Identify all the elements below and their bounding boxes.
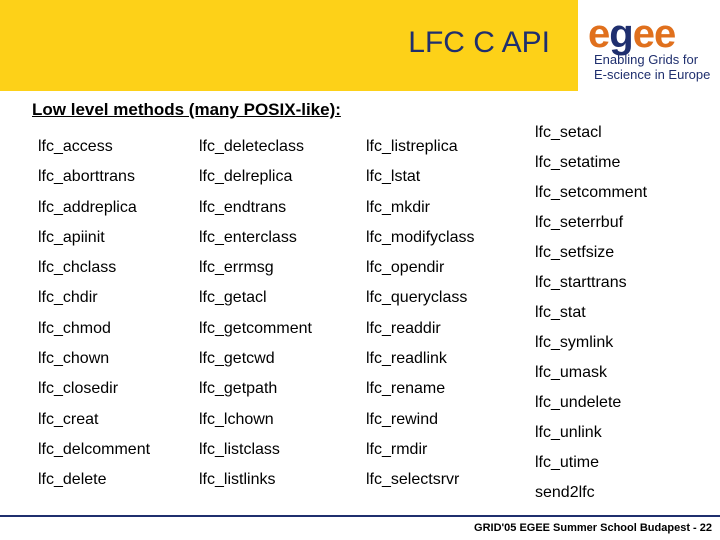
logo-letter: e <box>632 12 654 56</box>
method-name: lfc_chmod <box>38 319 111 337</box>
method-name: lfc_starttrans <box>535 274 627 291</box>
logo-letter: e <box>588 12 610 56</box>
method-name: lfc_seterrbuf <box>535 214 624 231</box>
method-name: lfc_modifyclass <box>366 228 475 246</box>
method-name: lfc_unlink <box>535 424 602 441</box>
method-column-4 <box>535 123 647 513</box>
method-name: lfc_readlink <box>366 350 447 368</box>
method-name: lfc_getpath <box>199 380 278 398</box>
method-name: lfc_delreplica <box>199 168 293 186</box>
method-name: lfc_listlinks <box>199 471 276 489</box>
method-name: lfc_readdir <box>366 319 441 337</box>
logo-wordmark <box>588 14 675 54</box>
method-name: lfc_utime <box>535 454 600 471</box>
method-name: lfc_delcomment <box>38 440 151 458</box>
method-name: lfc_addreplica <box>38 198 137 216</box>
method-name: lfc_getcwd <box>199 350 275 368</box>
method-name: lfc_rmdir <box>366 440 428 458</box>
logo-letter: g <box>609 12 633 56</box>
egee-logo <box>588 14 713 84</box>
method-name: lfc_setfsize <box>535 244 615 261</box>
method-name: lfc_setcomment <box>535 184 648 201</box>
method-name: lfc_opendir <box>366 259 445 277</box>
method-name: lfc_undelete <box>535 394 622 411</box>
method-name: lfc_chclass <box>38 259 117 277</box>
section-heading: Low level methods (many POSIX-like): <box>32 100 341 119</box>
method-name: lfc_rewind <box>366 410 439 428</box>
method-name: lfc_apiinit <box>38 228 105 246</box>
method-name: lfc_symlink <box>535 334 614 351</box>
method-name: lfc_lchown <box>199 410 274 428</box>
method-name: send2lfc <box>535 484 595 501</box>
method-name: lfc_listclass <box>199 440 280 458</box>
method-name: lfc_access <box>38 138 113 155</box>
method-name: lfc_selectsrvr <box>366 471 460 489</box>
method-name: lfc_aborttrans <box>38 168 135 186</box>
method-name: lfc_getacl <box>199 289 267 307</box>
method-name: lfc_deleteclass <box>199 138 304 155</box>
method-column-2 <box>199 137 312 501</box>
logo-tagline-1: Enabling Grids for <box>594 52 699 67</box>
method-name: lfc_queryclass <box>366 289 468 307</box>
method-name: lfc_chdir <box>38 289 98 307</box>
method-name: lfc_listreplica <box>366 138 458 155</box>
method-name: lfc_lstat <box>366 168 421 186</box>
method-name: lfc_closedir <box>38 380 119 398</box>
method-name: lfc_enterclass <box>199 228 297 246</box>
slide-title: LFC C API <box>408 26 550 59</box>
method-name: lfc_stat <box>535 304 586 321</box>
method-name: lfc_setatime <box>535 154 621 171</box>
method-name: lfc_chown <box>38 350 110 368</box>
method-name: lfc_errmsg <box>199 259 274 277</box>
logo-letter: e <box>653 12 676 56</box>
method-name: lfc_delete <box>38 471 107 489</box>
method-name: lfc_creat <box>38 410 99 428</box>
method-name: lfc_rename <box>366 380 446 398</box>
method-name: lfc_setacl <box>535 124 602 141</box>
method-name: lfc_endtrans <box>199 198 287 216</box>
footer-rule <box>0 515 720 517</box>
method-column-3 <box>366 137 474 501</box>
method-name: lfc_mkdir <box>366 198 431 216</box>
method-name: lfc_getcomment <box>199 319 312 337</box>
logo-tagline-2: E-science in Europe <box>594 67 711 82</box>
method-name: lfc_umask <box>535 364 608 381</box>
footer-text: GRID'05 EGEE Summer School Budapest - 22 <box>474 522 712 534</box>
method-column-1 <box>38 137 150 501</box>
